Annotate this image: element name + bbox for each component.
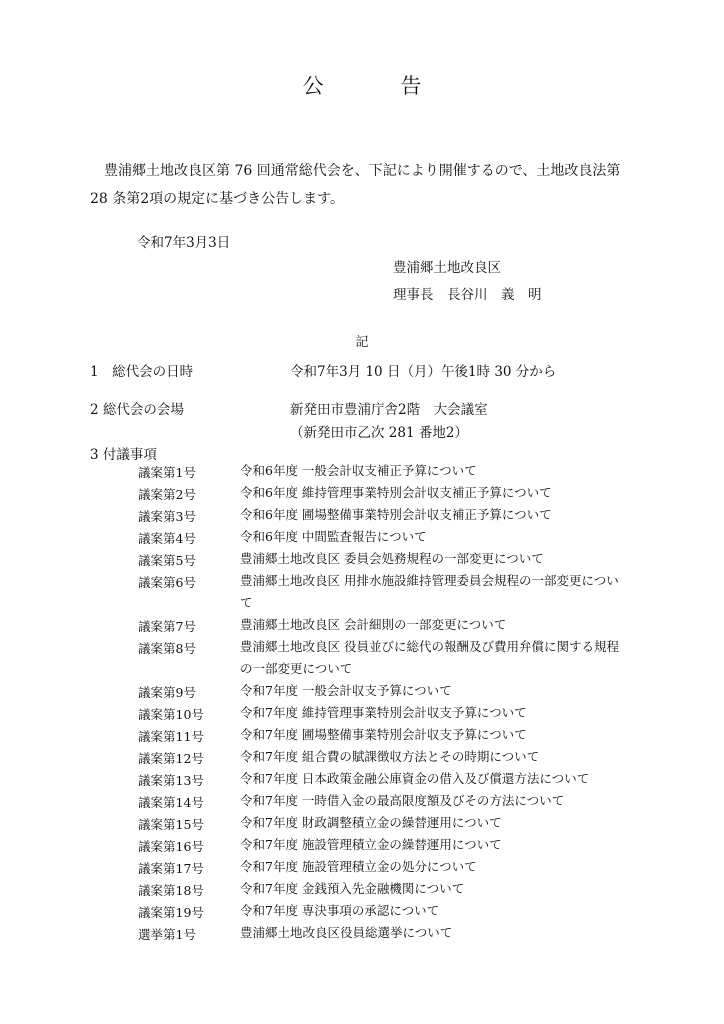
item-venue-value: 新発田市豊浦庁舎2階 大会議室 bbox=[290, 402, 488, 418]
agenda-number: 議案第7号 bbox=[138, 619, 196, 634]
agenda-number: 議案第2号 bbox=[138, 487, 196, 502]
agenda-text: 豊浦郷土地改良区役員総選挙について bbox=[240, 925, 453, 940]
agenda-text: 令和7年度 圃場整備事業特別会計収支予算について bbox=[240, 727, 527, 742]
agenda-number: 議案第1号 bbox=[138, 465, 196, 480]
agenda-number: 議案第10号 bbox=[138, 707, 204, 722]
agenda-number: 議案第4号 bbox=[138, 531, 196, 546]
issuer-organization: 豊浦郷土地改良区 bbox=[393, 260, 501, 276]
item-venue-address: （新発田市乙次 281 番地2） bbox=[290, 425, 468, 441]
agenda-text: 豊浦郷土地改良区 委員会処務規程の一部変更について bbox=[240, 551, 544, 566]
agenda-text: 令和7年度 維持管理事業特別会計収支予算について bbox=[240, 705, 527, 720]
item-venue-label: 2 総代会の会場 bbox=[90, 402, 184, 418]
agenda-text: 令和7年度 一時借入金の最高限度額及びその方法について bbox=[240, 793, 565, 808]
item-datetime-label: 1 総代会の日時 bbox=[90, 364, 194, 380]
agenda-text: 令和7年度 施設管理積立金の処分について bbox=[240, 859, 477, 874]
agenda-number: 議案第11号 bbox=[138, 729, 204, 744]
agenda-text: 令和7年度 一般会計収支予算について bbox=[240, 683, 452, 698]
intro-paragraph: 豊浦郷土地改良区第 76 回通常総代会を、下記により開催するので、土地改良法第 28 条第2項の規定に基づき公告します。 bbox=[90, 163, 621, 207]
issuer-chairman: 理事長 長谷川 義 明 bbox=[393, 287, 542, 303]
agenda-text: 令和7年度 財政調整積立金の繰替運用について bbox=[240, 815, 502, 830]
page-title: 公 告 bbox=[302, 74, 450, 98]
agenda-number: 議案第3号 bbox=[138, 509, 196, 524]
agenda-number: 議案第16号 bbox=[138, 839, 204, 854]
agenda-text: 豊浦郷土地改良区 会計細則の一部変更について bbox=[240, 617, 507, 632]
agenda-text: 令和7年度 施設管理積立金の繰替運用について bbox=[240, 837, 502, 852]
agenda-text: 豊浦郷土地改良区 用排水施設維持管理委員会規程の一部変更について bbox=[240, 573, 619, 610]
ki-heading: 記 bbox=[355, 335, 369, 350]
agenda-number: 議案第15号 bbox=[138, 817, 204, 832]
agenda-text: 令和7年度 専決事項の承認について bbox=[240, 903, 440, 918]
agenda-number: 議案第19号 bbox=[138, 905, 204, 920]
agenda-number: 議案第6号 bbox=[138, 575, 196, 590]
agenda-text: 令和6年度 一般会計収支補正予算について bbox=[240, 463, 477, 478]
agenda-text: 令和6年度 圃場整備事業特別会計収支補正予算について bbox=[240, 507, 552, 522]
agenda-number: 議案第8号 bbox=[138, 641, 196, 656]
item-agenda-label: 3 付議事項 bbox=[90, 447, 157, 463]
agenda-number: 議案第13号 bbox=[138, 773, 204, 788]
notice-date: 令和7年3月3日 bbox=[137, 235, 231, 251]
agenda-number: 議案第14号 bbox=[138, 795, 204, 810]
agenda-number: 議案第9号 bbox=[138, 685, 196, 700]
agenda-number: 議案第5号 bbox=[138, 553, 196, 568]
agenda-text: 令和6年度 中間監査報告について bbox=[240, 529, 427, 544]
agenda-text: 令和7年度 金銭預入先金融機関について bbox=[240, 881, 465, 896]
agenda-text: 令和7年度 組合費の賦課徴収方法とその時期について bbox=[240, 749, 540, 764]
agenda-text: 令和7年度 日本政策金融公庫資金の借入及び償還方法について bbox=[240, 771, 590, 786]
agenda-number: 議案第12号 bbox=[138, 751, 204, 766]
agenda-number: 選挙第1号 bbox=[138, 927, 196, 942]
agenda-text: 豊浦郷土地改良区 役員並びに総代の報酬及び費用弁償に関する規程の一部変更について bbox=[240, 639, 619, 676]
agenda-number: 議案第17号 bbox=[138, 861, 204, 876]
agenda-number: 議案第18号 bbox=[138, 883, 204, 898]
item-datetime-value: 令和7年3月 10 日（月）午後1時 30 分から bbox=[290, 364, 557, 380]
agenda-text: 令和6年度 維持管理事業特別会計収支補正予算について bbox=[240, 485, 552, 500]
